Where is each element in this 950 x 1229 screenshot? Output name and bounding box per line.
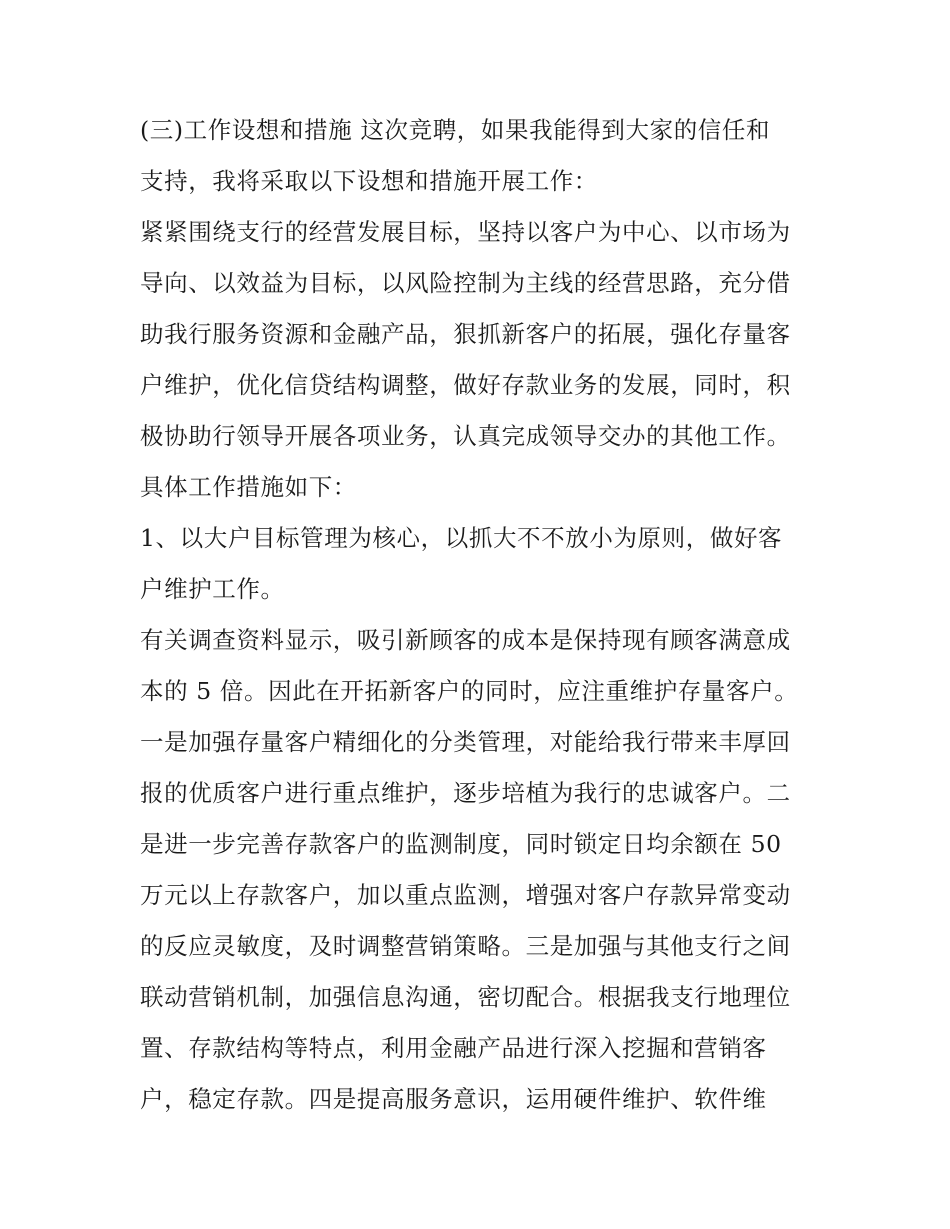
text-line: 本的 5 倍。因此在开拓新客户的同时，应注重维护存量客户。 xyxy=(140,677,799,705)
text-line: 户，稳定存款。四是提高服务意识，运用硬件维护、软件维 xyxy=(140,1085,767,1113)
text-line: (三)工作设想和措施 这次竞聘，如果我能得到大家的信任和 xyxy=(140,116,771,144)
body-text xyxy=(140,105,820,1125)
text-line: 户维护工作。 xyxy=(140,575,285,603)
text-line: 有关调查资料显示，吸引新顾客的成本是保持现有顾客满意成 xyxy=(140,626,791,654)
text-line: 是进一步完善存款客户的监测制度，同时锁定日均余额在 50 xyxy=(140,830,782,858)
text-line: 报的优质客户进行重点维护，逐步培植为我行的忠诚客户。二 xyxy=(140,779,791,807)
text-line: 户维护，优化信贷结构调整，做好存款业务的发展，同时，积 xyxy=(140,371,791,399)
text-line: 具体工作措施如下： xyxy=(140,473,357,501)
text-line: 导向、以效益为目标，以风险控制为主线的经营思路，充分借 xyxy=(140,269,791,297)
text-line: 助我行服务资源和金融产品，狠抓新客户的拓展，强化存量客 xyxy=(140,320,791,348)
text-line: 一是加强存量客户精细化的分类管理，对能给我行带来丰厚回 xyxy=(140,728,791,756)
text-line: 置、存款结构等特点，利用金融产品进行深入挖掘和营销客 xyxy=(140,1034,767,1062)
text-line: 联动营销机制，加强信息沟通，密切配合。根据我支行地理位 xyxy=(140,983,791,1011)
text-line: 紧紧围绕支行的经营发展目标，坚持以客户为中心、以市场为 xyxy=(140,218,791,246)
text-line: 1、以大户目标管理为核心，以抓大不不放小为原则，做好客 xyxy=(140,524,783,552)
text-line: 的反应灵敏度，及时调整营销策略。三是加强与其他支行之间 xyxy=(140,932,791,960)
text-line: 支持，我将采取以下设想和措施开展工作： xyxy=(140,167,598,195)
text-line: 万元以上存款客户，加以重点监测，增强对客户存款异常变动 xyxy=(140,881,791,909)
text-line: 极协助行领导开展各项业务，认真完成领导交办的其他工作。 xyxy=(140,422,791,450)
